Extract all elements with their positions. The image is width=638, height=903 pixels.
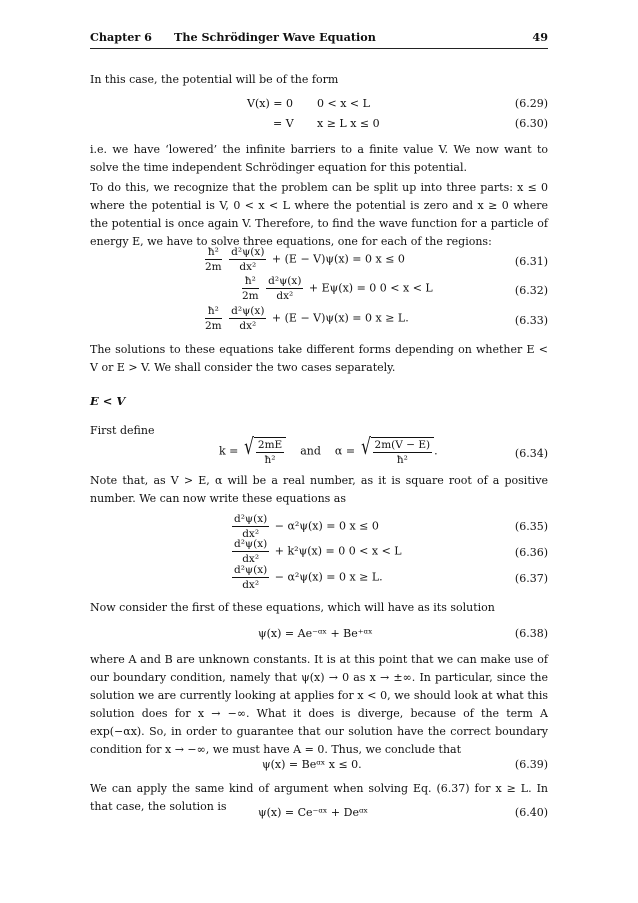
header-rule — [90, 48, 548, 49]
equation-number: (6.39) — [514, 758, 548, 771]
paragraph: In this case, the potential will be of the form — [90, 73, 339, 86]
equation-number: (6.33) — [514, 314, 548, 327]
paragraph: Note that, as V > E, α will be a real number, as it is square root of a positive number. We can now write these equations as — [90, 474, 548, 505]
paragraph: We can apply the same kind of argument when solving Eq. (6.37) for x ≥ L. In that case, the solution is — [90, 782, 548, 813]
equation-6-33: $\frac{\text{ħ²}}{2m}$ $\frac{\text{d²ψ(x)}}{\text{dx²}}$ + (E − V)ψ(x) = 0 x ≥ L. — [205, 305, 409, 332]
square-root: √ $\frac{2mE}{\text{ħ²}}$ — [242, 437, 286, 466]
equation-6-30-condition: x ≥ L x ≤ 0 — [317, 117, 380, 130]
equation-number: (6.37) — [514, 572, 548, 585]
equation-6-29-lhs: V(x) = 0 — [247, 97, 293, 110]
page-number: 49 — [532, 30, 548, 44]
equation-6-32: $\frac{\text{ħ²}}{2m}$ $\frac{\text{d²ψ(x)}}{\text{dx²}}$ + Eψ(x) = 0 0 < x < L — [242, 275, 433, 302]
equation-6-30-lhs: = V — [273, 117, 294, 130]
equation-6-37: $\frac{\text{d²ψ(x)}}{\text{dx²}}$ − α²ψ(x) = 0 x ≥ L. — [234, 564, 383, 591]
fraction: $\frac{\text{ħ²}}{2m}$ — [205, 305, 222, 332]
equation-number: (6.31) — [514, 255, 548, 268]
square-root: √ $\frac{2m(V - E)}{\text{ħ²}}$ — [359, 437, 435, 466]
chapter-title: The Schrödinger Wave Equation — [174, 30, 376, 44]
fraction: $\frac{\text{ħ²}}{2m}$ — [242, 275, 259, 302]
equation-number: (6.35) — [514, 520, 548, 533]
paragraph: where A and B are unknown constants. It is at this point that we can make use of our boundary condition, namely that ψ(x) → 0 as x → ±∞. In particular, since the solution we are currently looking at applies for x < 0, we should look at what this solution does for x → −∞. What it does is diverge, because of the term A exp(−αx). So, in order to guarantee that our solution have the correct boundary condition for x → −∞, we must have A = 0. Thus, we conclude that — [90, 653, 548, 756]
fraction: $\frac{\text{d²ψ(x)}}{\text{dx²}}$ — [231, 305, 265, 332]
fraction: $\frac{\text{d²ψ(x)}}{\text{dx²}}$ — [234, 513, 268, 540]
equation-6-31: $\frac{\text{ħ²}}{2m}$ $\frac{\text{d²ψ(x)}}{\text{dx²}}$ + (E − V)ψ(x) = 0 x ≤ 0 — [205, 246, 405, 273]
equation-number: (6.29) — [514, 97, 548, 110]
equation-6-40: ψ(x) = Ce⁻ᵅˣ + Deᵅˣ — [258, 806, 369, 819]
equation-6-36: $\frac{\text{d²ψ(x)}}{\text{dx²}}$ + k²ψ(x) = 0 0 < x < L — [234, 538, 402, 565]
paragraph: To do this, we recognize that the problem can be split up into three parts: x ≤ 0 where the potential is V, 0 < x < L where the potential is zero and x ≥ 0 where the potential is once again V. Therefore, to find the wave function for a particle of energy E, we have to solve three equations, one for each of the regions: — [90, 181, 548, 248]
equation-6-38: ψ(x) = Ae⁻ᵅˣ + Be⁺ᵅˣ — [258, 627, 373, 640]
fraction: $\frac{\text{ħ²}}{2m}$ — [205, 246, 222, 273]
fraction: $\frac{\text{d²ψ(x)}}{\text{dx²}}$ — [268, 275, 302, 302]
fraction: $\frac{\text{d²ψ(x)}}{\text{dx²}}$ — [231, 246, 265, 273]
equation-number: (6.32) — [514, 284, 548, 297]
equation-number: (6.34) — [514, 447, 548, 460]
fraction: $\frac{\text{d²ψ(x)}}{\text{dx²}}$ — [234, 564, 268, 591]
equation-number: (6.38) — [514, 627, 548, 640]
equation-number: (6.40) — [514, 806, 548, 819]
equation-number: (6.36) — [514, 546, 548, 559]
equation-6-29-condition: 0 < x < L — [317, 97, 370, 110]
equation-6-34: k = √ $\frac{2mE}{\text{ħ²}}$ and α = √ $\frac{2m(V - E)}{\text{ħ²}}$ . — [219, 435, 438, 466]
section-heading: E < V — [90, 394, 126, 408]
paragraph: First define — [90, 424, 155, 437]
equation-6-35: $\frac{\text{d²ψ(x)}}{\text{dx²}}$ − α²ψ(x) = 0 x ≤ 0 — [234, 513, 379, 540]
paragraph: i.e. we have ‘lowered’ the infinite barriers to a finite value V. We now want to solve the time independent Schrödinger equation for this potential. — [90, 143, 548, 174]
fraction: $\frac{\text{d²ψ(x)}}{\text{dx²}}$ — [234, 538, 268, 565]
equation-6-39: ψ(x) = Beᵅˣ x ≤ 0. — [262, 758, 362, 771]
paragraph: Now consider the first of these equations, which will have as its solution — [90, 601, 495, 614]
equation-number: (6.30) — [514, 117, 548, 130]
paragraph: The solutions to these equations take different forms depending on whether E < V or E > V. We shall consider the two cases separately. — [90, 343, 548, 374]
chapter-label: Chapter 6 — [90, 30, 152, 44]
